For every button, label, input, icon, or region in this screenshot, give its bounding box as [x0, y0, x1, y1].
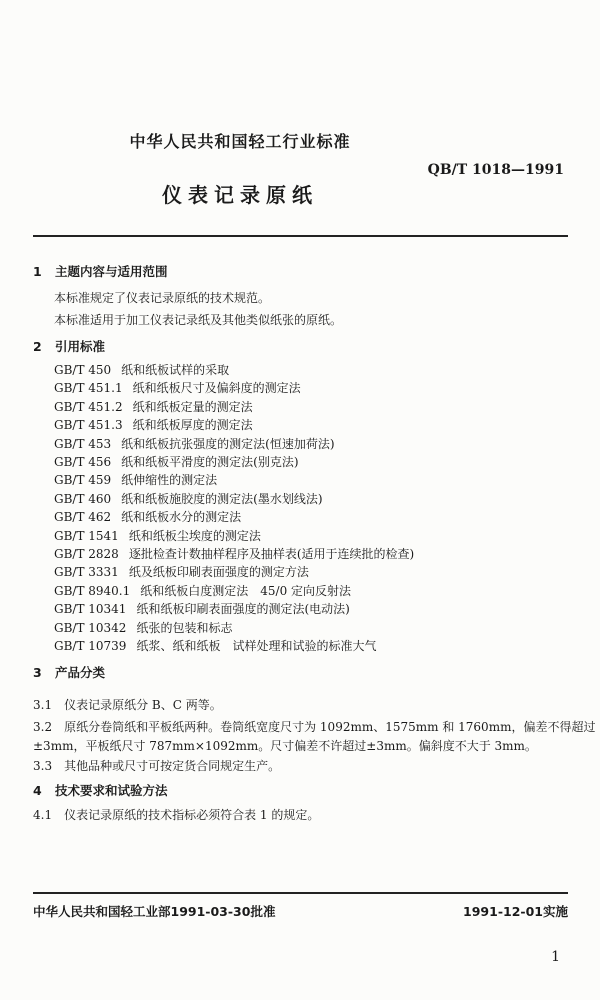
clause-number: 3.2	[33, 720, 53, 734]
clause-text: 原纸分卷筒纸和平板纸两种。卷筒纸宽度尺寸为 1092mm、1575mm 和 1760mm，偏差不得超过	[64, 720, 596, 734]
approval-note: 中华人民共和国轻工业部1991-03-30批准	[33, 904, 276, 919]
clause-text: 仪表记录原纸分 B、C 两等。	[64, 698, 222, 712]
header-divider	[33, 235, 568, 237]
reference-title: 纸和纸板抗张强度的测定法(恒速加荷法)	[121, 436, 335, 451]
reference-item	[54, 548, 414, 560]
reference-item	[54, 382, 301, 394]
paragraph: 本标准适用于加工仪表记录纸及其他类似纸张的原纸。	[54, 313, 343, 327]
clause-3-2	[33, 721, 595, 733]
reference-item	[54, 530, 261, 542]
reference-code: GB/T 459	[54, 473, 112, 488]
clause-number: 4.1	[33, 808, 53, 822]
reference-code: GB/T 10739	[54, 639, 127, 653]
clause-number: 3.3	[33, 759, 53, 773]
clause-number: 3.1	[33, 698, 53, 712]
reference-title: 纸张的包装和标志	[136, 620, 233, 635]
reference-title: 纸和纸板尘埃度的测定法	[128, 528, 261, 543]
reference-item	[54, 456, 299, 468]
reference-code: GB/T 460	[54, 491, 112, 506]
page-number: 1	[551, 949, 560, 965]
reference-code: GB/T 2828	[54, 547, 119, 561]
reference-title: 纸和纸板试样的采取	[121, 363, 230, 377]
reference-title: 纸浆、纸和纸板 试样处理和试验的标准大气	[136, 639, 377, 653]
reference-item	[54, 566, 309, 578]
reference-item	[54, 622, 232, 634]
reference-item	[54, 419, 253, 431]
reference-title: 纸和纸板印刷表面强度的测定法(电动法)	[136, 602, 350, 617]
paragraph: 本标准规定了仪表记录原纸的技术规范。	[54, 291, 271, 305]
reference-code: GB/T 1541	[54, 528, 119, 543]
reference-code: GB/T 462	[54, 510, 112, 525]
reference-code: GB/T 451.2	[54, 399, 123, 414]
reference-code: GB/T 10342	[54, 620, 127, 635]
org-title: 中华人民共和国轻工行业标准	[129, 132, 351, 151]
section-2-heading	[33, 341, 105, 354]
reference-code: GB/T 451.3	[54, 418, 123, 433]
reference-code: GB/T 3331	[54, 565, 119, 580]
reference-item	[54, 401, 253, 413]
effective-date: 1991-12-01实施	[463, 904, 568, 919]
reference-code: GB/T 453	[54, 436, 112, 451]
clause-text: 仪表记录原纸的技术指标必须符合表 1 的规定。	[64, 808, 320, 822]
reference-title: 逐批检查计数抽样程序及抽样表(适用于连续批的检查)	[128, 547, 415, 561]
section-title: 主题内容与适用范围	[55, 264, 168, 279]
reference-code: GB/T 10341	[54, 602, 127, 617]
section-4-heading	[33, 785, 168, 798]
reference-title: 纸和纸板施胶度的测定法(墨水划线法)	[121, 491, 323, 506]
reference-item	[54, 493, 323, 505]
clause-text: 其他品种或尺寸可按定货合同规定生产。	[64, 759, 281, 773]
reference-item	[54, 640, 376, 652]
section-title: 引用标准	[55, 339, 106, 354]
standard-code: QB/T 1018—1991	[427, 162, 564, 178]
clause-3-3	[33, 760, 280, 772]
reference-title: 纸和纸板水分的测定法	[121, 510, 242, 525]
reference-title: 纸和纸板尺寸及偏斜度的测定法	[132, 381, 301, 396]
reference-title: 纸和纸板定量的测定法	[132, 399, 253, 414]
section-number: 1	[33, 264, 42, 279]
section-3-heading	[33, 667, 105, 680]
reference-item	[54, 585, 351, 597]
reference-item	[54, 364, 229, 376]
section-number: 3	[33, 665, 42, 680]
reference-code: GB/T 8940.1	[54, 583, 131, 598]
reference-item	[54, 474, 217, 486]
reference-code: GB/T 451.1	[54, 381, 123, 396]
reference-title: 纸伸缩性的测定法	[121, 473, 218, 488]
reference-title: 纸和纸板白度测定法 45/0 定向反射法	[140, 583, 352, 598]
reference-title: 纸和纸板厚度的测定法	[132, 418, 253, 433]
reference-code: GB/T 456	[54, 455, 112, 469]
reference-title: 纸及纸板印刷表面强度的测定方法	[128, 565, 309, 580]
section-number: 4	[33, 783, 42, 798]
reference-title: 纸和纸板平滑度的测定法(别克法)	[121, 455, 299, 469]
section-title: 产品分类	[55, 665, 106, 680]
reference-item	[54, 438, 335, 450]
clause-3-2-continued: ±3mm，平板纸尺寸 787mm×1092mm。尺寸偏差不许超过±3mm。偏斜度不大于 3mm。	[33, 739, 537, 753]
section-number: 2	[33, 339, 42, 354]
reference-item	[54, 603, 350, 615]
section-1-heading	[33, 266, 168, 279]
section-title: 技术要求和试验方法	[55, 783, 168, 798]
reference-item	[54, 511, 241, 523]
clause-4-1	[33, 809, 319, 821]
footer-divider	[33, 892, 568, 894]
reference-code: GB/T 450	[54, 363, 112, 377]
document-title: 仪表记录原纸	[162, 183, 318, 207]
clause-3-1	[33, 699, 222, 711]
